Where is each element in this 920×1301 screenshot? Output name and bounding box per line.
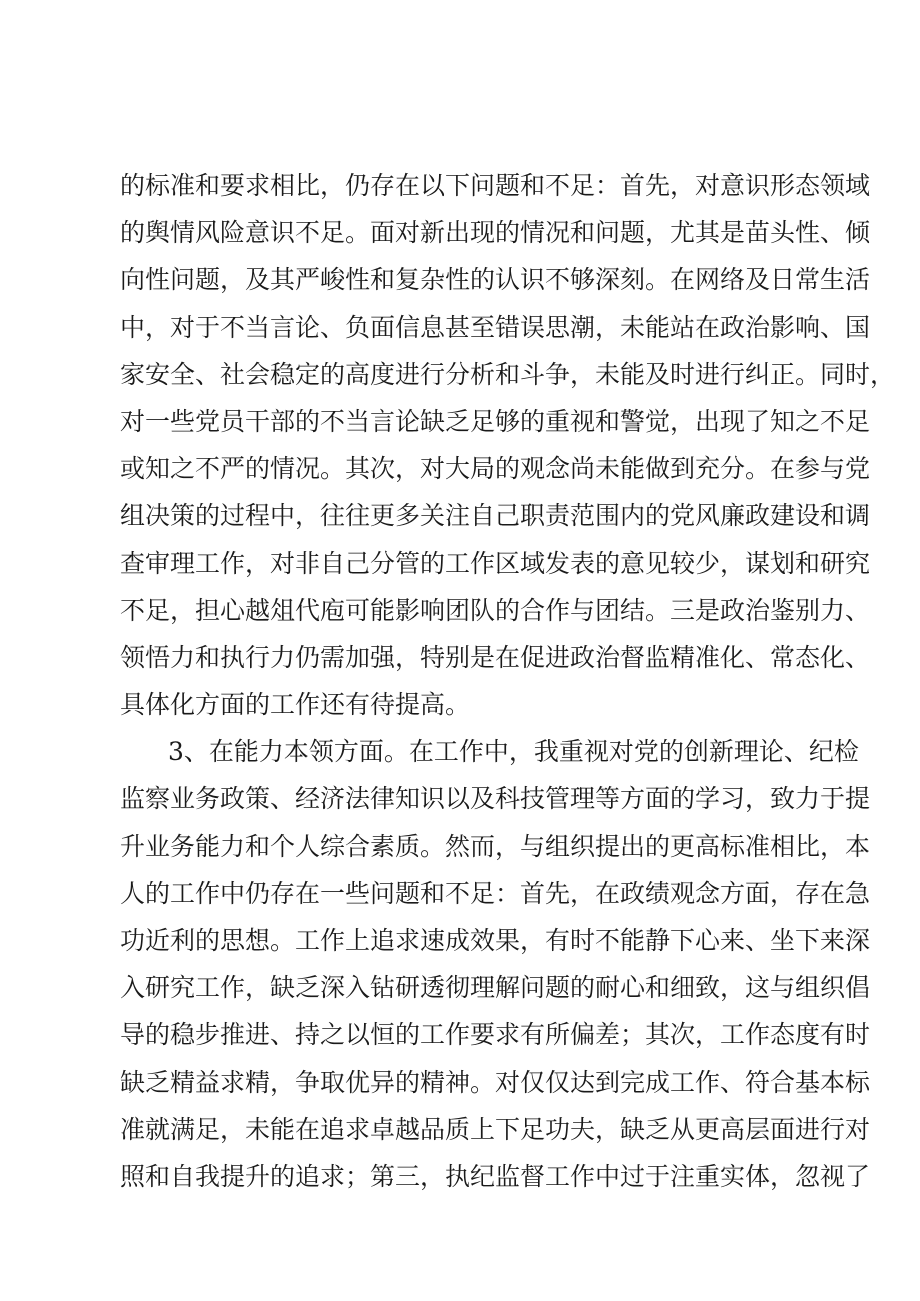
paragraph-line: 家安全、社会稳定的高度进行分析和斗争，未能及时进行纠正。同时， — [120, 359, 896, 389]
paragraph-line: 照和自我提升的追求；第三，执纪监督工作中过于注重实体，忽视了 — [120, 1161, 871, 1191]
paragraph-line: 的舆情风险意识不足。面对新出现的情况和问题，尤其是苗头性、倾 — [120, 218, 871, 248]
paragraph-line: 对一些党员干部的不当言论缺乏足够的重视和警觉，出现了知之不足 — [120, 406, 871, 436]
paragraph-line: 人的工作中仍存在一些问题和不足：首先，在政绩观念方面，存在急 — [120, 878, 871, 908]
paragraph-line: 缺乏精益求精，争取优异的精神。对仅仅达到完成工作、符合基本标 — [120, 1067, 871, 1097]
paragraph-line: 不足，担心越俎代庖可能影响团队的合作与团结。三是政治鉴别力、 — [120, 595, 871, 625]
paragraph-line: 的标准和要求相比，仍存在以下问题和不足：首先，对意识形态领域 — [120, 171, 871, 200]
document-body — [120, 162, 896, 1200]
paragraph-line: 查审理工作，对非自己分管的工作区域发表的意见较少，谋划和研究 — [120, 548, 871, 578]
paragraph-line: 领悟力和执行力仍需加强，特别是在促进政治督监精准化、常态化、 — [120, 642, 871, 672]
paragraph-line: 或知之不严的情况。其次，对大局的观念尚未能做到充分。在参与党 — [120, 454, 871, 484]
paragraph-line: 准就满足，未能在追求卓越品质上下足功夫，缺乏从更高层面进行对 — [120, 1114, 871, 1144]
paragraph-line: 组决策的过程中，往往更多关注自己职责范围内的党风廉政建设和调 — [120, 501, 871, 531]
paragraph-line: 3、在能力本领方面。在工作中，我重视对党的创新理论、纪检 — [168, 737, 859, 767]
paragraph-line: 导的稳步推进、持之以恒的工作要求有所偏差；其次，工作态度有时 — [120, 1020, 871, 1050]
paragraph-line: 升业务能力和个人综合素质。然而，与组织提出的更高标准相比，本 — [120, 831, 871, 861]
paragraph-line: 向性问题，及其严峻性和复杂性的认识不够深刻。在网络及日常生活 — [120, 265, 871, 295]
paragraph-line: 功近利的思想。工作上追求速成效果，有时不能静下心来、坐下来深 — [120, 926, 871, 955]
paragraph-line: 中，对于不当言论、负面信息甚至错误思潮，未能站在政治影响、国 — [120, 312, 871, 342]
paragraph-line: 入研究工作，缺乏深入钻研透彻理解问题的耐心和细致，这与组织倡 — [120, 973, 871, 1003]
paragraph-line: 具体化方面的工作还有待提高。 — [120, 690, 471, 720]
paragraph-line: 监察业务政策、经济法律知识以及科技管理等方面的学习，致力于提 — [120, 784, 871, 814]
